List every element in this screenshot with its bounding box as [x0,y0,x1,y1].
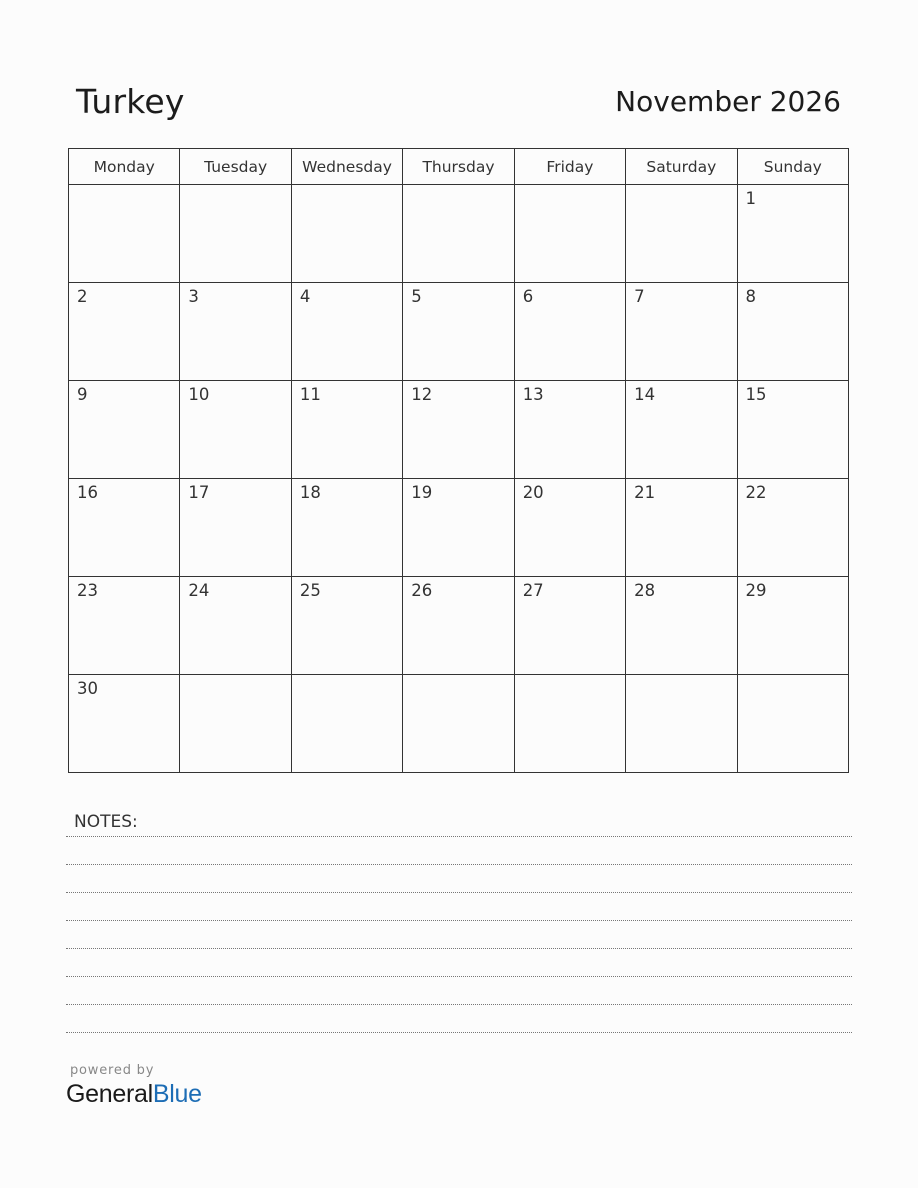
day-cell [291,577,402,675]
day-number: 22 [745,483,767,502]
day-number: 3 [188,287,199,306]
day-cell [626,577,737,675]
day-cell [180,675,291,773]
logo-blue-text: Blue [152,1080,202,1108]
day-number [515,185,625,189]
weekday-header: Monday [69,149,180,185]
day-cell [403,283,514,381]
day-number: 26 [411,581,433,600]
day-number: 17 [188,483,210,502]
day-cell [69,283,180,381]
day-cell [626,381,737,479]
page-title-country: Turkey [76,82,185,121]
day-number [180,185,290,189]
day-cell [514,185,625,283]
day-number [403,185,513,189]
day-cell [69,479,180,577]
day-cell [69,185,180,283]
weekday-header: Sunday [737,149,848,185]
day-number: 18 [299,483,321,502]
day-cell [291,185,402,283]
day-cell [291,675,402,773]
day-cell [514,675,625,773]
day-number: 15 [745,385,767,404]
day-number: 4 [299,287,311,306]
day-number: 1 [745,189,757,208]
day-number: 27 [522,581,544,600]
day-cell [180,479,291,577]
day-number [515,675,625,679]
day-cell [403,185,514,283]
note-line [66,836,852,837]
note-line [66,920,852,921]
day-cell [737,283,848,381]
note-line [66,1032,852,1033]
day-number: 19 [411,483,433,502]
day-cell [514,577,625,675]
day-cell [180,185,291,283]
day-cell [737,185,848,283]
day-cell [180,577,291,675]
day-number: 2 [77,287,88,306]
day-cell [626,675,737,773]
weekday-header: Thursday [403,149,514,185]
day-number [292,185,402,189]
note-line [66,1004,852,1005]
day-number: 12 [411,385,433,404]
note-line [66,892,852,893]
day-number [403,675,513,679]
generalblue-logo [66,1080,202,1109]
day-number: 29 [745,581,767,600]
day-cell [626,479,737,577]
day-cell [626,283,737,381]
week-row [69,577,849,675]
day-cell [514,381,625,479]
day-number: 30 [77,679,98,698]
day-number: 11 [299,385,321,404]
day-number: 21 [634,483,656,502]
day-number [626,185,736,189]
day-number: 13 [522,385,544,404]
note-line [66,976,852,977]
weekday-header: Friday [514,149,625,185]
day-number [738,675,848,679]
weekday-header: Saturday [626,149,737,185]
day-number: 10 [188,385,210,404]
day-number [626,675,736,679]
week-row [69,675,849,773]
day-cell [626,185,737,283]
day-cell [403,381,514,479]
day-number: 5 [411,287,422,306]
day-cell [403,479,514,577]
day-number: 14 [634,385,656,404]
week-row [69,479,849,577]
day-number: 8 [745,287,757,306]
day-cell [403,577,514,675]
note-line [66,948,852,949]
day-cell [514,479,625,577]
week-row [69,381,849,479]
day-number: 23 [77,581,98,600]
day-cell [737,381,848,479]
weekday-header: Tuesday [180,149,291,185]
day-number: 24 [188,581,210,600]
day-number [69,185,179,189]
day-cell [291,283,402,381]
week-row [69,283,849,381]
day-cell [403,675,514,773]
day-number: 9 [77,385,88,404]
weekday-header-row [69,149,849,185]
day-cell [69,577,180,675]
day-number: 6 [522,287,534,306]
day-number: 7 [634,287,645,306]
calendar-grid [68,148,849,773]
day-number: 28 [634,581,656,600]
day-cell [737,479,848,577]
logo-general-text: General [66,1080,153,1108]
day-cell [69,675,180,773]
day-number [292,675,402,679]
day-cell [514,283,625,381]
weekday-header: Wednesday [291,149,402,185]
day-cell [291,381,402,479]
week-row [69,185,849,283]
day-cell [180,283,291,381]
day-number: 25 [299,581,321,600]
day-number: 16 [77,483,98,502]
notes-label: NOTES: [74,812,138,832]
day-cell [737,675,848,773]
note-line [66,864,852,865]
powered-by-text: powered by [70,1063,155,1078]
day-cell [180,381,291,479]
day-cell [737,577,848,675]
day-number: 20 [522,483,544,502]
day-cell [69,381,180,479]
page-title-month: November 2026 [615,85,841,118]
day-number [180,675,290,679]
day-cell [291,479,402,577]
